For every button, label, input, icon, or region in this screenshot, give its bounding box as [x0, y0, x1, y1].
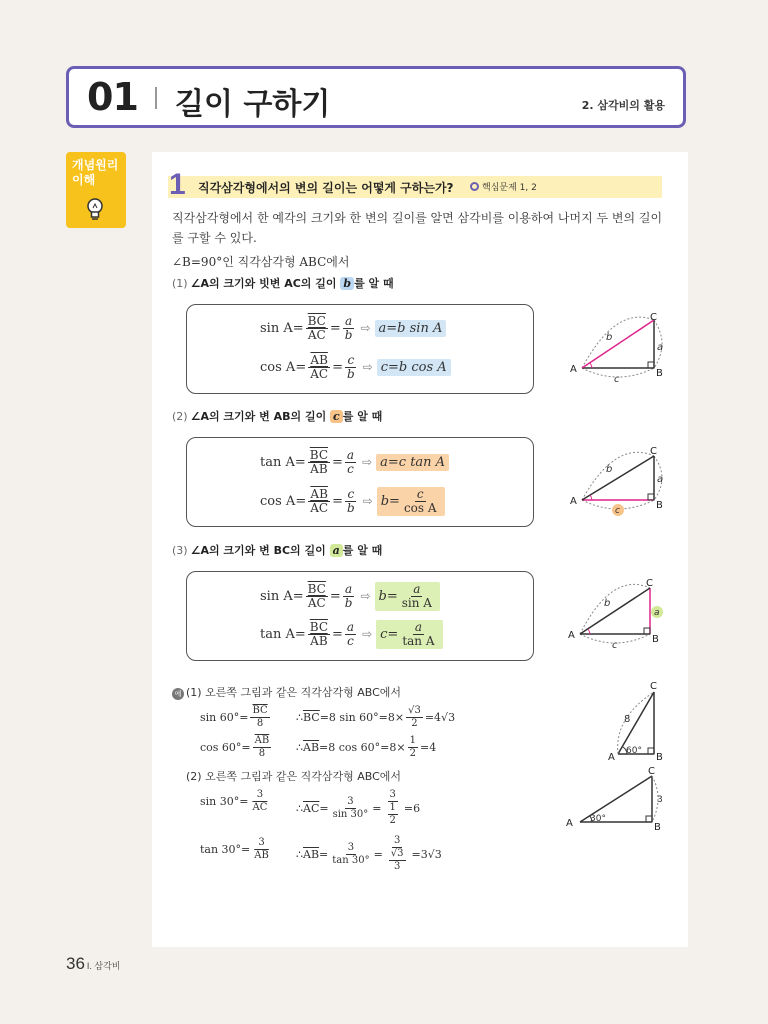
- svg-text:b: b: [606, 464, 613, 475]
- example-2-eq2-sol: ∴ $\overline{AB}$ = $\frac{3}{\tan 30^\circ}$ = $\frac{3}{\frac{√3}{3}}$ =3√3: [296, 835, 442, 872]
- reference-text: 핵심문제 1, 2: [482, 183, 537, 193]
- svg-text:C: C: [650, 446, 657, 457]
- example-1-eq1-sol: ∴ $\overline{BC}$ =8 sin 60°=8× $\frac{√3}{2}$ =4√3: [296, 704, 456, 729]
- example-1-eq2-lhs: cos 60°= $\frac{\overline{AB}}{8}$: [200, 734, 270, 759]
- example-2-eq2-lhs: tan 30°= $\frac{3}{AB}$: [200, 836, 269, 861]
- svg-text:a: a: [657, 474, 664, 485]
- footer-chapter: I. 삼각비: [86, 961, 121, 971]
- example-icon: 예: [172, 688, 184, 700]
- case-1-eq1: sin A = $\frac{\overline{BC}}{AC}$ = $\frac{a}{b}$ ⇨ a=b sin A: [260, 313, 446, 343]
- svg-text:B: B: [652, 634, 659, 645]
- example-2-triangle: [560, 764, 674, 836]
- case-3-triangle: [560, 576, 674, 652]
- case-2-triangle: [566, 444, 676, 520]
- intro-text: 직각삼각형에서 한 예각의 크기와 한 변의 길이를 알면 삼각비를 이용하여 나머지 두 변의 길이를 구할 수 있다.: [172, 211, 663, 245]
- svg-text:B: B: [656, 752, 663, 763]
- lesson-header: [66, 66, 686, 128]
- lesson-title: 길이 구하기: [175, 87, 331, 122]
- concept-tag: [66, 152, 126, 228]
- svg-text:A: A: [570, 364, 577, 375]
- svg-text:c: c: [615, 506, 620, 516]
- svg-text:C: C: [650, 681, 657, 692]
- svg-text:8: 8: [624, 714, 631, 725]
- case-2-label: (2) ∠A의 크기와 변 AB의 길이 c 를 알 때: [172, 410, 383, 423]
- svg-text:C: C: [646, 578, 653, 589]
- svg-text:A: A: [570, 496, 577, 507]
- example-1-eq2-sol: ∴ $\overline{AB}$ =8 cos 60°=8× $\frac{1}{2}$ =4: [296, 734, 437, 759]
- given-text: ∠B=90°인 직각삼각형 ABC에서: [172, 255, 350, 269]
- chapter-tag: 2. 삼각비의 활용: [581, 99, 665, 112]
- svg-text:c: c: [612, 640, 618, 651]
- example-1-eq1-lhs: sin 60°= $\frac{\overline{BC}}{8}$: [200, 704, 268, 729]
- svg-text:c: c: [614, 374, 620, 382]
- example-2-eq1-sol: ∴ $\overline{AC}$ = $\frac{3}{\sin 30^\circ}$ = $\frac{3}{\frac{1}{2}}$ =6: [296, 789, 421, 826]
- section-title: 직각삼각형에서의 변의 길이는 어떻게 구하는가?: [198, 181, 454, 195]
- lightbulb-icon: [82, 196, 108, 222]
- example-1-triangle: [600, 678, 674, 764]
- svg-text:A: A: [608, 752, 615, 763]
- page-footer: [66, 954, 121, 974]
- concept-tag-line2: 이해: [72, 173, 96, 187]
- svg-text:a: a: [654, 608, 660, 618]
- svg-text:C: C: [650, 312, 657, 323]
- svg-text:B: B: [656, 500, 663, 511]
- svg-text:B: B: [656, 368, 663, 379]
- case-1-label: (1) ∠A의 크기와 빗변 AC의 길이 b 를 알 때: [172, 277, 394, 290]
- page-number: 36: [66, 954, 85, 973]
- svg-text:A: A: [568, 630, 575, 641]
- example-part-2: (2) 오른쪽 그림과 같은 직각삼각형 ABC에서: [186, 770, 402, 783]
- case-3-label: (3) ∠A의 크기와 변 BC의 길이 a 를 알 때: [172, 544, 383, 557]
- case-3-eq2: tan A = $\frac{\overline{BC}}{AB}$ = $\frac{a}{c}$ ⇨ c= $\frac{a}{\text{tan A}}$: [260, 619, 443, 649]
- svg-text:C: C: [648, 766, 655, 777]
- case-1-triangle: [566, 310, 676, 382]
- svg-text:60°: 60°: [626, 746, 642, 756]
- concept-tag-line1: 개념원리: [72, 158, 119, 172]
- svg-text:B: B: [654, 822, 661, 833]
- section-reference: [470, 180, 537, 193]
- example-2-eq1-lhs: sin 30°= $\frac{3}{AC}$: [200, 788, 268, 813]
- header-divider: [155, 87, 157, 109]
- case-2-eq1: tan A = $\frac{\overline{BC}}{AB}$ = $\frac{a}{c}$ ⇨ a=c tan A: [260, 447, 449, 477]
- svg-text:b: b: [604, 598, 611, 609]
- section-number: 1: [169, 168, 186, 201]
- svg-text:a: a: [657, 342, 664, 353]
- case-2-eq2: cos A = $\frac{\overline{AB}}{AC}$ = $\frac{c}{b}$ ⇨ b= $\frac{c}{\text{cos A}}$: [260, 486, 445, 516]
- svg-text:A: A: [566, 818, 573, 829]
- case-3-eq1: sin A = $\frac{\overline{BC}}{AC}$ = $\frac{a}{b}$ ⇨ b= $\frac{a}{\text{sin A}}$: [260, 581, 440, 611]
- svg-text:30°: 30°: [590, 814, 606, 824]
- example-part-1: 예 (1) 오른쪽 그림과 같은 직각삼각형 ABC에서: [172, 684, 401, 700]
- lesson-number: 01: [87, 75, 138, 119]
- svg-text:b: b: [606, 332, 613, 343]
- svg-text:3: 3: [657, 795, 663, 805]
- circle-bullet-icon: [470, 182, 479, 191]
- case-1-eq2: cos A = $\frac{\overline{AB}}{AC}$ = $\frac{c}{b}$ ⇨ c=b cos A: [260, 352, 451, 382]
